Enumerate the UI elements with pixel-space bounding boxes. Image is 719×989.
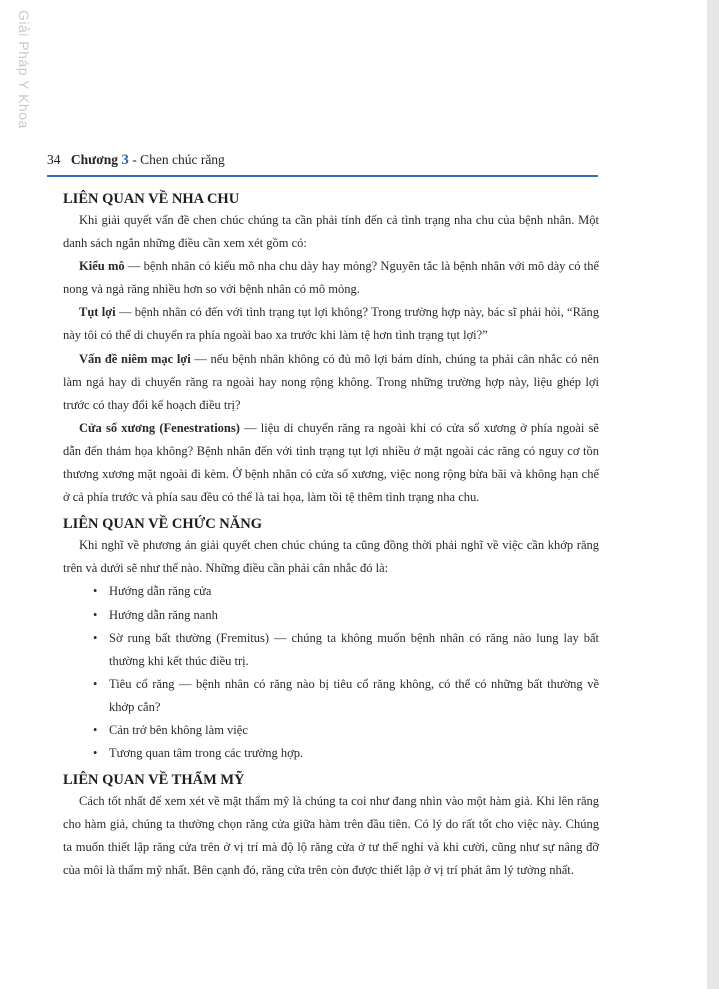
item-term: Vấn đề niêm mạc lợi — [79, 351, 191, 366]
list-item — [93, 580, 599, 603]
list-item-text: Cản trở bên không làm việc — [109, 722, 248, 737]
list-item — [93, 627, 599, 673]
list-item-text: Tiêu cổ răng — bệnh nhân có răng nào bị tiêu cổ răng không, có thể có những bất thường về khớp cắn? — [109, 676, 599, 714]
periodontal-item — [63, 301, 599, 347]
section-heading-function: LIÊN QUAN VỀ CHỨC NĂNG — [63, 516, 262, 533]
esthetics-body: Cách tốt nhất để xem xét về mặt thẩm mỹ là chúng ta coi như đang nhìn vào một hàm giả. Khi lên răng cho hàm giả, chúng ta thường chọn răng cửa giữa hàm trên đầu tiên. Có lý do rất tốt cho việc này. Chúng ta muốn thiết lập răng cửa trên ở vị trí mà độ lộ răng cửa ở tư thế nghỉ và khi cười, cũng như sự nâng đỡ của môi là thẩm mỹ nhất. Bên cạnh đó, răng cửa trên còn được thiết lập ở vị trí phát âm lý tưởng nhất. — [63, 794, 599, 878]
periodontal-item — [63, 255, 599, 301]
watermark: Giải Pháp Y Khoa — [16, 10, 32, 129]
bullet-icon: • — [93, 630, 98, 645]
item-term: Tụt lợi — [79, 305, 116, 320]
list-item-text: Sờ rung bất thường (Fremitus) — chúng ta không muốn bệnh nhân có răng nào lung lay bất thường khi kết thúc điều trị. — [109, 630, 599, 668]
item-text: — nếu bệnh nhân không có đủ mô lợi bám dính, chúng ta phải cân nhắc có nên làm ngả hay di chuyển răng ra ngoài hay nong rộng không. Trong những trường hợp này, liệu ghép lợi trước có thay đổi kế hoạch điều trị? — [63, 351, 600, 412]
item-term: Kiểu mô — [79, 259, 125, 274]
periodontal-intro: Khi giải quyết vấn đề chen chúc chúng ta cần phải tính đến cả tình trạng nha chu của bệnh nhân. Một danh sách ngắn những điều cần xem xét gồm có: — [63, 213, 599, 251]
item-text: — bệnh nhân có đến với tình trạng tụt lợi không? Trong trường hợp này, bác sĩ phải hỏi, “Răng này tôi có thể di chuyển ra phía ngoài bao xa trước khi làm tệ hơn tình trạng tụt lợi?” — [63, 305, 599, 343]
bullet-icon: • — [93, 722, 98, 737]
running-header — [47, 152, 598, 174]
chapter-word: Chương — [70, 152, 118, 167]
item-term: Cửa sổ xương (Fenestrations) — [79, 420, 240, 435]
page-number: 34 — [47, 152, 61, 167]
function-list — [63, 580, 599, 765]
periodontal-item — [63, 417, 599, 509]
bullet-icon: • — [93, 607, 98, 622]
section-heading-esthetics: LIÊN QUAN VỀ THẨM MỸ — [63, 772, 245, 789]
bullet-icon: • — [93, 676, 98, 691]
chapter-title: - Chen chúc răng — [132, 152, 225, 167]
page-content — [63, 184, 599, 883]
list-item-text: Tương quan tâm trong các trường hợp. — [109, 746, 304, 761]
list-item — [93, 742, 599, 765]
list-item — [93, 673, 599, 719]
list-item-text: Hướng dẫn răng nanh — [109, 607, 218, 622]
chapter-label — [71, 152, 129, 167]
bullet-icon: • — [93, 584, 98, 599]
list-item-text: Hướng dẫn răng cửa — [109, 584, 212, 599]
header-rule — [47, 175, 598, 177]
list-item — [93, 604, 599, 627]
section-heading-periodontal: LIÊN QUAN VỀ NHA CHU — [63, 191, 240, 207]
item-text: — bệnh nhân có kiểu mô nha chu dày hay mỏng? Nguyên tắc là bệnh nhân với mô dày có thể nong và ngả răng nhiều hơn so với bệnh nhân có mô mỏng. — [63, 259, 599, 297]
function-intro: Khi nghĩ về phương án giải quyết chen chúc chúng ta cũng đồng thời phải nghĩ về việc cần khớp răng trên và dưới sẽ như thế nào. Những điều cần phải cân nhắc đó là: — [63, 538, 599, 576]
chapter-number: 3 — [121, 152, 129, 168]
list-item — [93, 719, 599, 742]
bullet-icon: • — [93, 746, 98, 761]
periodontal-item — [63, 348, 599, 417]
item-text: — liệu di chuyển răng ra ngoài khi có cửa sổ xương ở phía ngoài sẽ dẫn đến thảm họa không? Bệnh nhân đến với tình trạng tụt lợi nhiều ở mặt ngoài các răng có nguy cơ tồn thương xương mặt ngoài đi kèm. Ở bệnh nhân có cửa sổ xương, việc nong rộng bừa bãi và không hạn chế ở cả phía trước và phía sau đều có thể là tai họa, làm tồi tệ thêm tình trạng nha chu. — [63, 420, 599, 505]
